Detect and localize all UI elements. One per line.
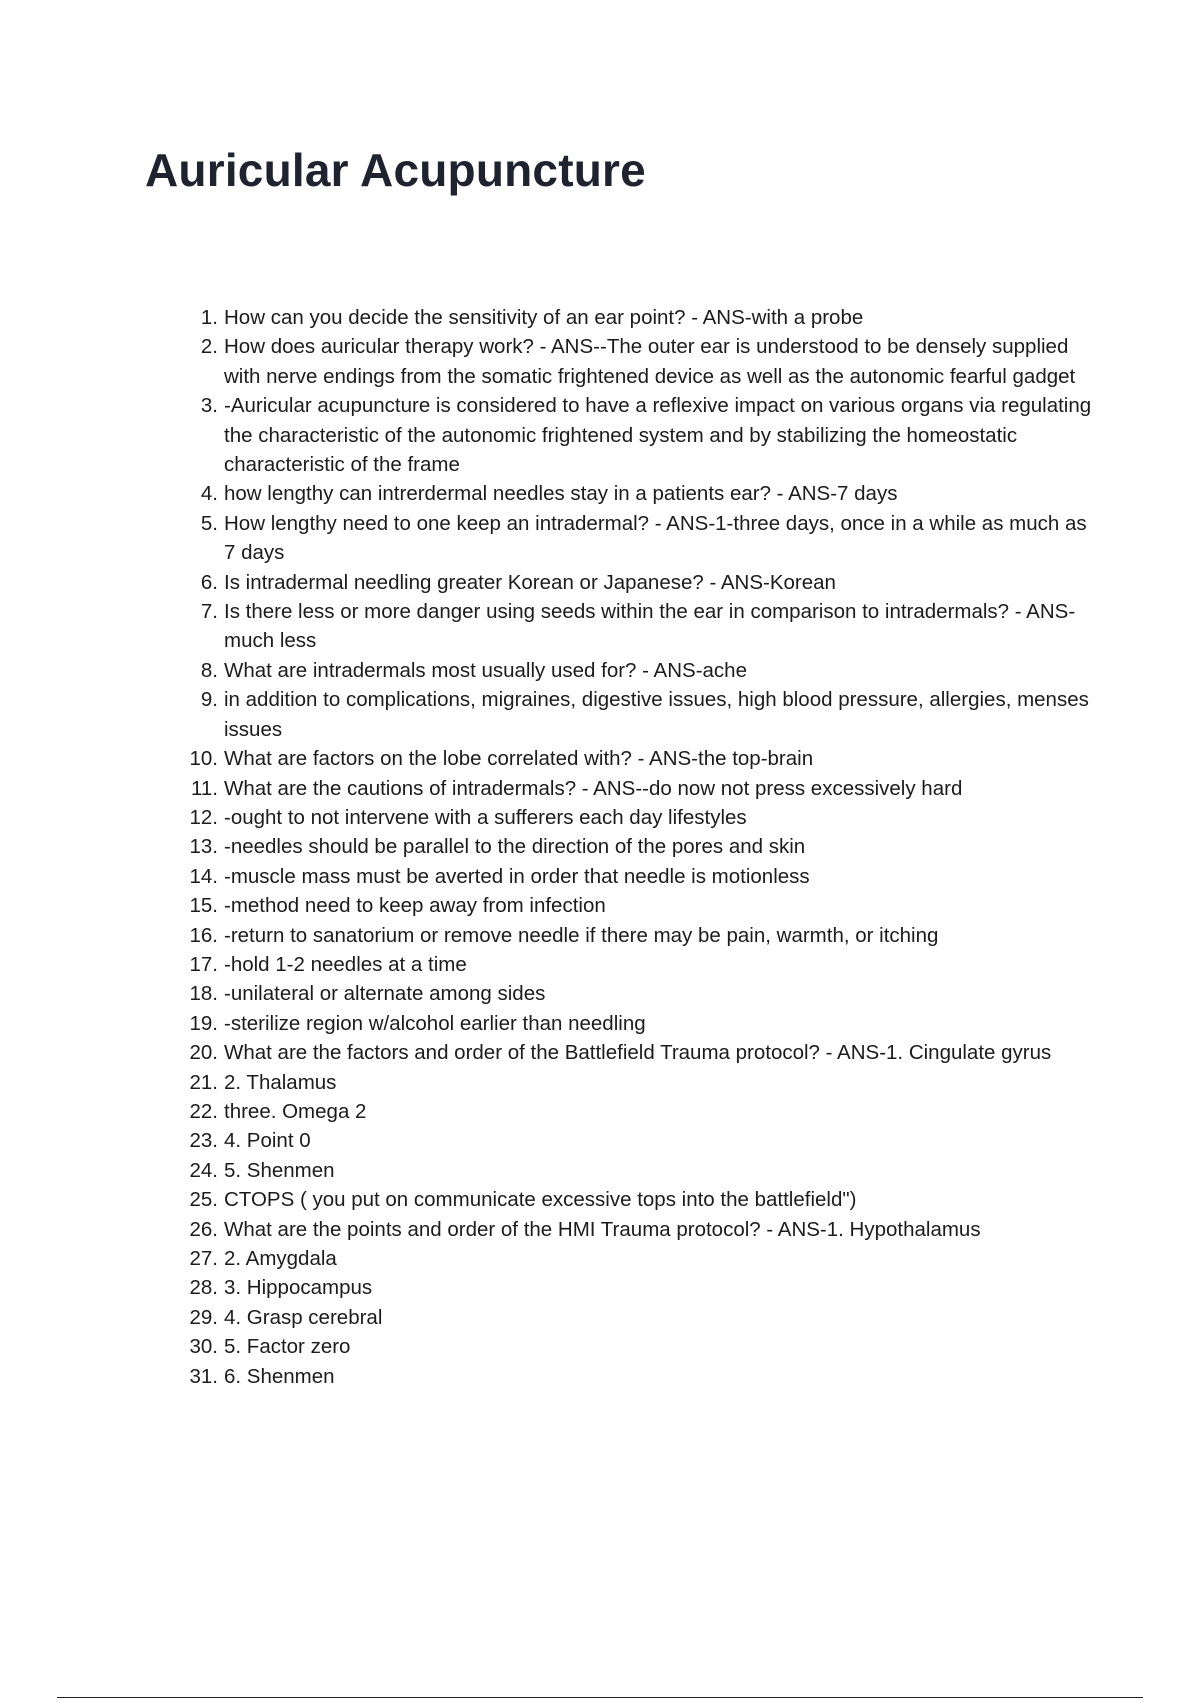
list-item-text: How lengthy need to one keep an intradermal? - ANS-1-three days, once in a while as much as 7 days (224, 511, 1087, 565)
list-item (175, 1038, 1095, 1067)
list-item-text: -Auricular acupuncture is considered to have a reflexive impact on various organs via regulating the characteristic of the autonomic frightened system and by stabilizing the homeostatic characteristic of the frame (224, 394, 1092, 477)
list-item (175, 332, 1095, 391)
list-item-number: 22. (189, 1099, 218, 1123)
list-item (175, 979, 1095, 1008)
list-item-text: 5. Factor zero (224, 1335, 351, 1359)
list-item-text: Is intradermal needling greater Korean or Japanese? - ANS-Korean (224, 570, 836, 594)
list-item (175, 685, 1095, 744)
list-item-number: 30. (189, 1335, 218, 1359)
list-item (175, 832, 1095, 861)
list-item-number: 5. (200, 511, 218, 535)
list-item-text: 2. Thalamus (224, 1070, 337, 1094)
list-item-text: in addition to complications, migraines, digestive issues, high blood pressure, allergies, menses issues (224, 688, 1089, 741)
list-item-number: 17. (189, 952, 218, 976)
list-item (175, 1156, 1095, 1185)
list-item-number: 23. (189, 1129, 218, 1153)
list-item (175, 1332, 1095, 1361)
list-item (175, 656, 1095, 685)
list-item-text: What are factors on the lobe correlated with? - ANS-the top-brain (224, 747, 814, 771)
list-item-number: 25. (189, 1188, 218, 1212)
list-item-text: 4. Point 0 (224, 1129, 311, 1153)
list-item-number: 10. (189, 747, 218, 771)
list-item (175, 862, 1095, 891)
list-item-text: -sterilize region w/alcohol earlier than needling (224, 1011, 646, 1035)
list-item (175, 568, 1095, 597)
list-item-number: 6. (200, 570, 218, 594)
list-item (175, 1126, 1095, 1155)
list-item-text: How can you decide the sensitivity of an ear point? - ANS-with a probe (224, 306, 864, 329)
list-item-text: What are the points and order of the HMI Trauma protocol? - ANS-1. Hypothalamus (224, 1217, 981, 1241)
list-item-number: 31. (189, 1364, 218, 1388)
list-item-text: -method need to keep away from infection (224, 894, 606, 918)
list-item-number: 20. (189, 1041, 218, 1065)
list-item-number: 28. (189, 1276, 218, 1300)
list-item-text: 3. Hippocampus (224, 1276, 373, 1300)
footer-divider (57, 1697, 1143, 1698)
list-item-text: 2. Amygdala (224, 1247, 337, 1270)
question-answer-list (175, 303, 1095, 1391)
list-item-number: 14. (189, 864, 218, 888)
list-item-number: 27. (189, 1247, 218, 1270)
list-item-text: How does auricular therapy work? - ANS--The outer ear is understood to be densely supplied with nerve endings from the somatic frightened device as well as the autonomic fearful gadget (224, 335, 1076, 388)
list-item-text: CTOPS ( you put on communicate excessive tops into the battlefield") (224, 1188, 857, 1212)
list-item (175, 1244, 1095, 1273)
list-item-number: 26. (189, 1217, 218, 1241)
list-item-number: 3. (200, 394, 218, 418)
list-item-text: -unilateral or alternate among sides (224, 982, 546, 1006)
list-item-number: 15. (189, 894, 218, 918)
list-item (175, 509, 1095, 568)
list-item-number: 7. (200, 600, 218, 624)
list-item-text: how lengthy can intrerdermal needles stay in a patients ear? - ANS-7 days (224, 482, 898, 506)
list-item-text: 4. Grasp cerebral (224, 1305, 383, 1329)
list-item-number: 19. (189, 1011, 218, 1035)
list-item (175, 1097, 1095, 1126)
list-item (175, 391, 1095, 479)
list-item (175, 744, 1095, 773)
list-item (175, 479, 1095, 508)
list-item-text: What are the factors and order of the Battlefield Trauma protocol? - ANS-1. Cingulate gyrus (224, 1041, 1052, 1065)
list-item-number: 4. (200, 482, 218, 506)
list-item (175, 921, 1095, 950)
list-item (175, 1185, 1095, 1214)
list-item (175, 597, 1095, 656)
list-item (175, 1009, 1095, 1038)
list-item-text: Is there less or more danger using seeds within the ear in comparison to intradermals? - ANS-much less (224, 600, 1076, 653)
list-item-number: 1. (200, 306, 218, 329)
list-item-number: 29. (189, 1305, 218, 1329)
list-item (175, 1273, 1095, 1302)
list-item-number: 16. (189, 923, 218, 947)
list-item-number: 9. (200, 688, 218, 712)
list-item-text: -muscle mass must be averted in order that needle is motionless (224, 864, 810, 888)
list-item-number: 24. (189, 1158, 218, 1182)
list-item (175, 1303, 1095, 1332)
list-item (175, 1068, 1095, 1097)
list-item (175, 891, 1095, 920)
page-title: Auricular Acupuncture (145, 144, 646, 196)
list-item (175, 303, 1095, 332)
list-item (175, 950, 1095, 979)
list-item-number: 21. (189, 1070, 218, 1094)
list-item-text: 6. Shenmen (224, 1364, 335, 1388)
list-item (175, 803, 1095, 832)
list-item (175, 1362, 1095, 1391)
list-item-number: 18. (189, 982, 218, 1006)
list-item-number: 13. (189, 835, 218, 859)
list-item (175, 774, 1095, 803)
list-item-text: What are intradermals most usually used for? - ANS-ache (224, 658, 747, 682)
list-item-text: -hold 1-2 needles at a time (224, 952, 467, 976)
list-item (175, 1215, 1095, 1244)
list-item-text: -ought to not intervene with a sufferers each day lifestyles (224, 805, 747, 829)
list-item-number: 12. (189, 805, 218, 829)
list-item-number: 11. (191, 776, 218, 800)
list-item-text: -return to sanatorium or remove needle if there may be pain, warmth, or itching (224, 923, 939, 947)
list-item-text: three. Omega 2 (224, 1099, 367, 1123)
list-item-text: 5. Shenmen (224, 1158, 335, 1182)
list-item-text: What are the cautions of intradermals? - ANS--do now not press excessively hard (224, 776, 963, 800)
list-item-text: -needles should be parallel to the direction of the pores and skin (224, 835, 806, 859)
list-item-number: 2. (200, 335, 218, 359)
list-item-number: 8. (200, 658, 218, 682)
